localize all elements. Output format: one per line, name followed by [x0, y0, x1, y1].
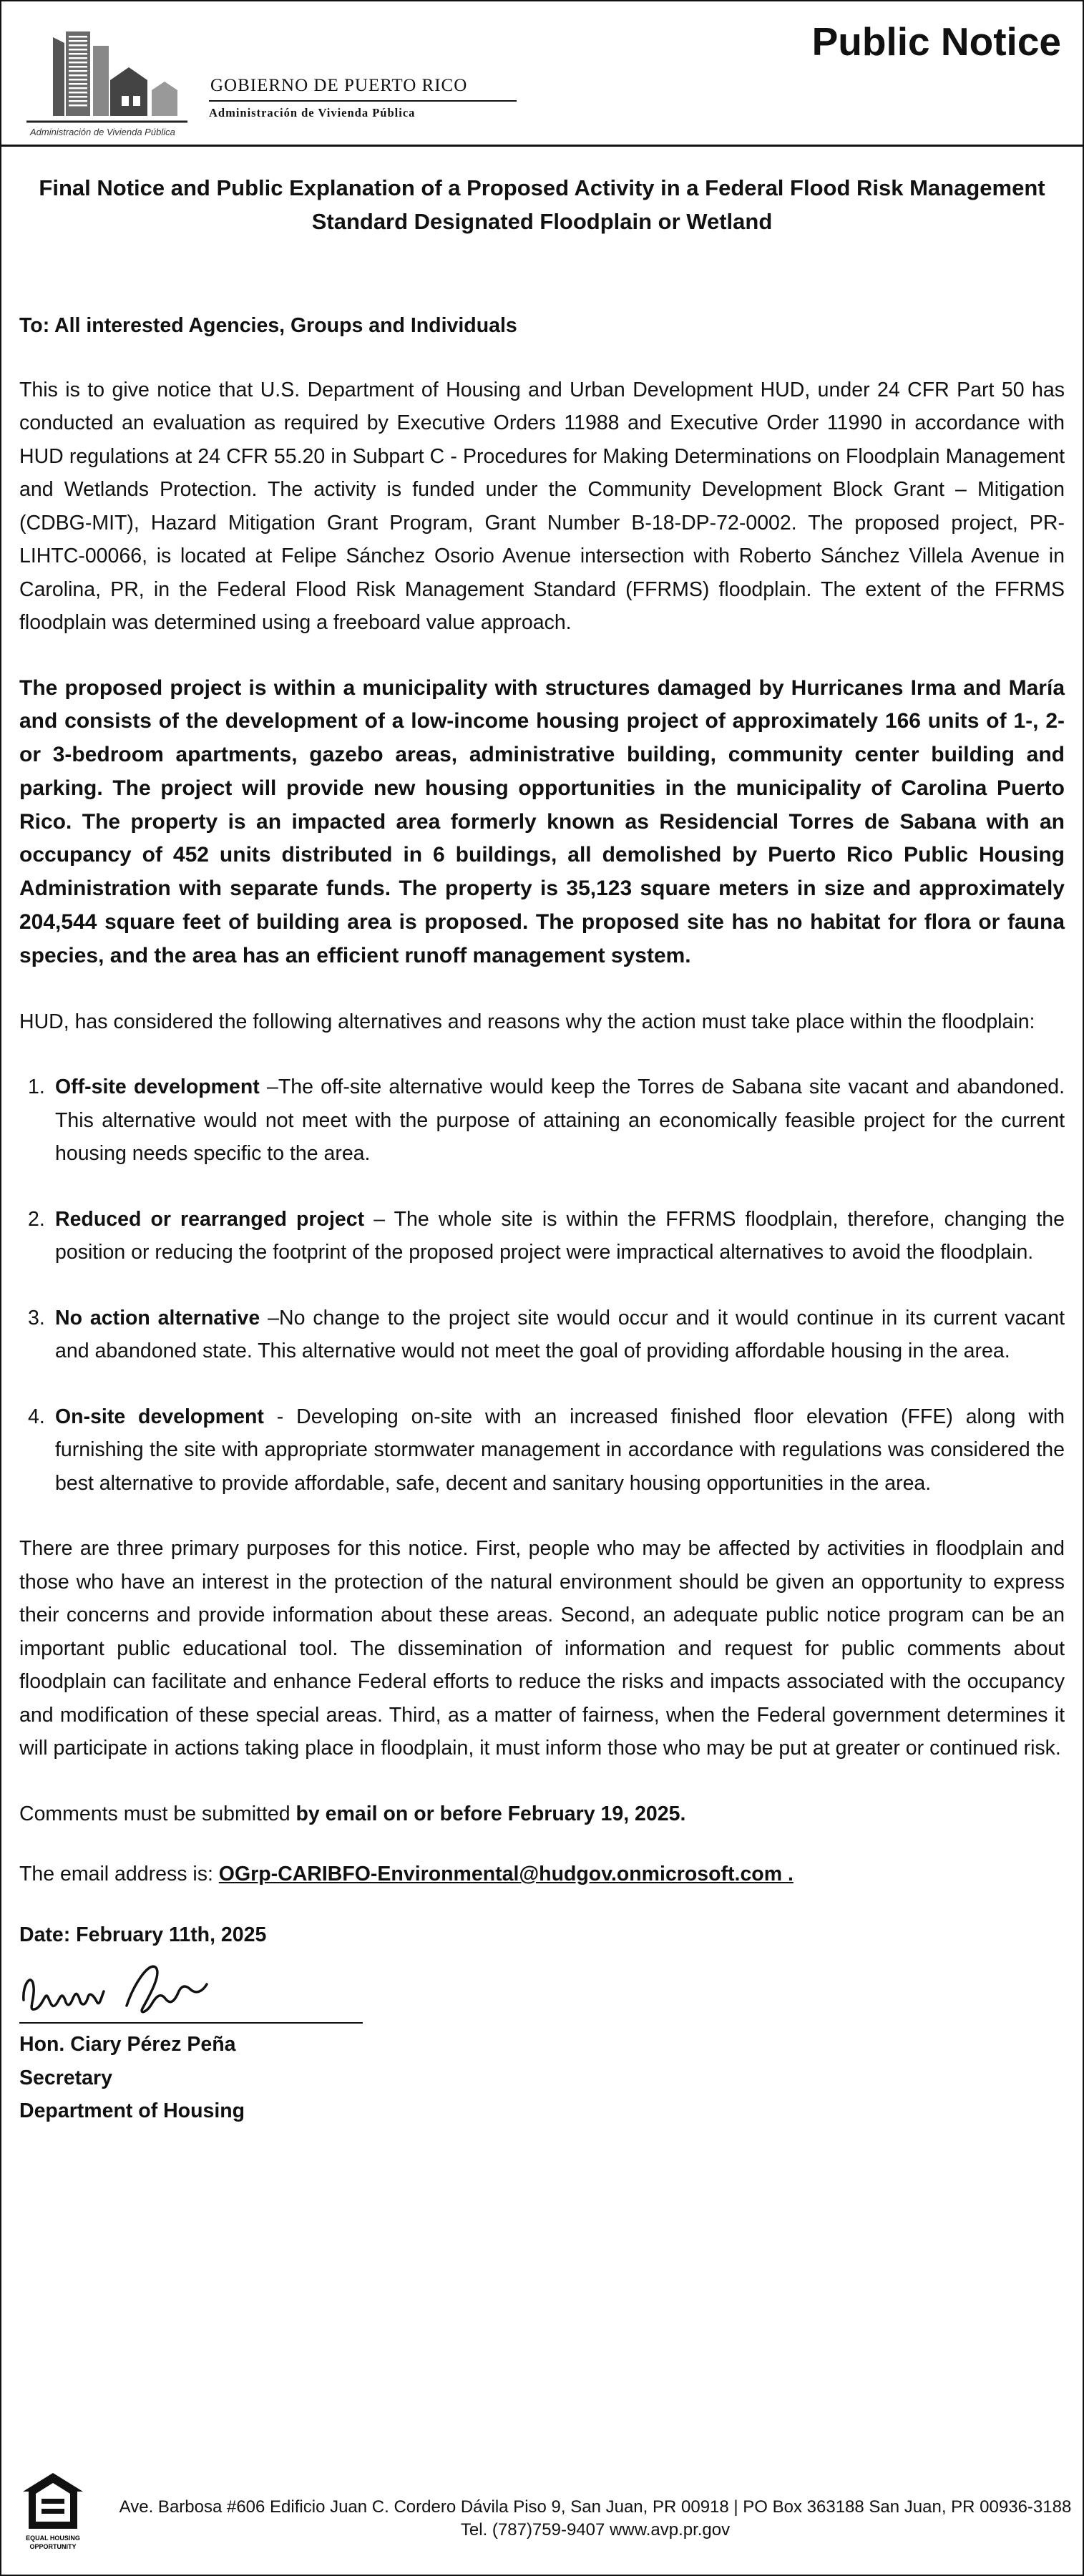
footer-contact: [109, 2496, 1082, 2542]
equal-housing-opportunity-icon: [20, 2470, 86, 2555]
alternative-text: –No change to the project site would occur and it would continue in its current vacant and abandoned state. This alternative would not meet the goal of providing affordable housing in the area.: [55, 1306, 1065, 1363]
email-line: [19, 1858, 1065, 1891]
header: [1, 1, 1083, 147]
alternative-label: On-site development: [55, 1405, 264, 1428]
list-number: 3.: [28, 1306, 45, 1330]
housing-authority-logo-icon: [23, 30, 238, 137]
alternative-label: No action alternative: [55, 1306, 260, 1330]
alternative-text: – The whole site is within the FFRMS floodplain, therefore, changing the position or reducing the footprint of the proposed project were impractical alternatives to avoid the floodplain.: [55, 1207, 1065, 1264]
signature-line: [19, 2022, 363, 2024]
signer-block: [19, 2028, 1065, 2128]
notice-body: [19, 309, 1065, 2128]
notice-title: Public Notice: [811, 19, 1061, 64]
paragraph-project-description: The proposed project is within a municipality with structures damaged by Hurricanes Irma and María and consists of the development of a low-income housing project of approximately 166 units of 1-, 2- or 3-bedroom apartments, gazebo areas, administrative building, community center building and parking. The project will provide new housing opportunities in the municipality of Carolina Puerto Rico. The property is an impacted area formerly known as Residencial Torres de Sabana with an occupancy of 452 units distributed in 6 buildings, all demolished by Puerto Rico Public Housing Administration with separate funds. The property is 35,123 square meters in size and approximately 204,544 square feet of building area is proposed. The proposed site has no habitat for flora or fauna species, and the area has an efficient runoff management system.: [19, 675, 1065, 967]
list-item: [19, 1302, 1065, 1368]
paragraph-purposes: There are three primary purposes for this notice. First, people who may be affected by activities in floodplain and those who have an interest in the protection of the natural environment should be given an opportunity to express their concerns and provide information about these areas. Second, an adequate public notice program can be an important public educational tool. The dissemination of information and request for public comments about floodplain can facilitate and enhance Federal efforts to reduce the risks and impacts associated with the occupancy and modification of these special areas. Third, as a matter of fairness, when the Federal government determines it will participate in actions taking place in floodplain, it must inform those who may be put at greater or continued risk.: [19, 1537, 1065, 1760]
footer: [1, 2463, 1083, 2575]
to-line: To: All interested Agencies, Groups and Individuals: [19, 314, 517, 337]
email-address-link[interactable]: OGrp-CARIBFO-Environmental@hudgov.onmicrosoft.com .: [218, 1863, 794, 1886]
alternative-label: Reduced or rearranged project: [55, 1207, 365, 1231]
email-prefix: The email address is:: [19, 1863, 219, 1886]
agency-name: Administración de Vivienda Pública: [209, 100, 517, 120]
alternative-text: –The off-site alternative would keep the Torres de Sabana site vacant and abandoned. This alternative would not meet with the purpose of attaining an economically feasible project for the current housing needs specific to the area.: [55, 1075, 1065, 1166]
alternatives-list: [19, 1070, 1065, 1500]
footer-address: Ave. Barbosa #606 Edificio Juan C. Cordero Dávila Piso 9, San Juan, PR 00918 | PO Box 363188 San Juan, PR 00936-3188: [119, 2497, 1072, 2517]
paragraph-evaluation: This is to give notice that U.S. Department of Housing and Urban Development HUD, under 24 CFR Part 50 has conducted an evaluation as required by Executive Orders 11988 and Executive Order 11990 in accordance with HUD regulations at 24 CFR 55.20 in Subpart C - Procedures for Making Determinations on Floodplain Management and Wetlands Protection. The activity is funded under the Community Development Block Grant – Mitigation (CDBG-MIT), Hazard Mitigation Grant Program, Grant Number B-18-DP-72-0002. The proposed project, PR-LIHTC-00066, is located at Felipe Sánchez Osorio Avenue intersection with Roberto Sánchez Villela Avenue in Carolina, PR, in the Federal Flood Risk Management Standard (FFRMS) floodplain. The extent of the FFRMS floodplain was determined using a freeboard value approach.: [19, 378, 1065, 634]
list-number: 4.: [28, 1405, 45, 1428]
alternative-text: - Developing on-site with an increased finished floor elevation (FFE) along with furnishing the site with appropriate stormwater management in accordance with regulations was considered the best alternative to provide affordable, safe, decent and sanitary housing opportunities in the area.: [55, 1405, 1065, 1495]
date-line: Date: February 11th, 2025: [19, 1923, 267, 1946]
eho-label: EQUAL HOUSING: [26, 2534, 80, 2542]
list-item: [19, 1203, 1065, 1269]
signer-title: Secretary: [19, 2066, 112, 2089]
signature-icon: [19, 1956, 234, 2024]
list-item: [19, 1070, 1065, 1171]
signer-department: Department of Housing: [19, 2099, 245, 2123]
government-name: GOBIERNO DE PUERTO RICO: [210, 76, 468, 95]
paragraph-alternatives-intro: HUD, has considered the following alternatives and reasons why the action must take place within the floodplain:: [19, 1010, 1035, 1033]
list-item: [19, 1400, 1065, 1501]
document-title: Final Notice and Public Explanation of a Proposed Activity in a Federal Flood Risk Management Standard Designated Floodplain or Wetland: [39, 175, 1045, 234]
logo-caption: Administración de Vivienda Pública: [30, 127, 175, 137]
alternative-label: Off-site development: [55, 1075, 260, 1099]
signer-name: Hon. Ciary Pérez Peña: [19, 2033, 236, 2057]
comments-prefix: Comments must be submitted: [19, 1802, 296, 1825]
eho-label: OPPORTUNITY: [29, 2543, 77, 2550]
list-number: 2.: [28, 1207, 45, 1231]
comments-deadline: [19, 1797, 1065, 1831]
comments-deadline-date: by email on or before February 19, 2025.: [296, 1802, 686, 1825]
list-number: 1.: [28, 1075, 45, 1099]
footer-phone-web: Tel. (787)759-9407 www.avp.pr.gov: [460, 2520, 731, 2540]
